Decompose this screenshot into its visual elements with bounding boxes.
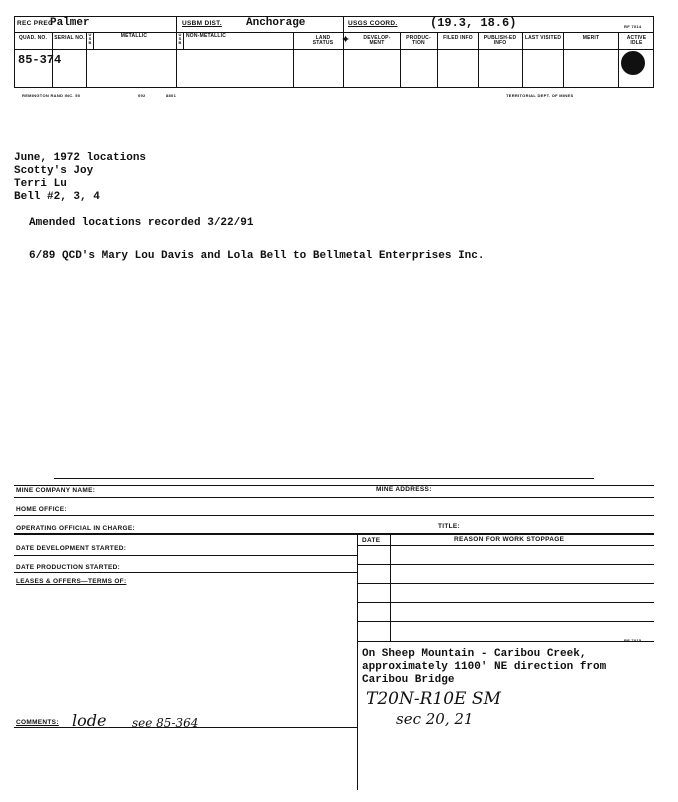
comments-hand-2: see 85-364 [132, 716, 199, 730]
printer-code-1: 092 [138, 93, 146, 98]
col-published-info: PUBLISH-ED INFO [483, 35, 517, 47]
col-serial-no: SERIAL NO. [54, 35, 85, 41]
col-land-status: LAND STATUS [312, 35, 334, 47]
note-line-1: June, 1972 locations [14, 152, 147, 164]
home-office-label: HOME OFFICE: [16, 506, 67, 513]
location-line-3: Caribou Bridge [362, 674, 455, 686]
comments-hand-1: lode [72, 711, 107, 730]
location-line-1: On Sheep Mountain - Caribou Creek, [362, 648, 587, 660]
col-development: DEVELOP-MENT [363, 35, 391, 47]
col-last-visited: LAST VISITED [524, 35, 562, 41]
usbm-dist-value: Anchorage [246, 17, 306, 29]
col-quad-no: QUAD. NO. [18, 35, 48, 41]
col-metallic: METALLIC [120, 33, 148, 39]
hand-location-2: sec 20, 21 [396, 710, 474, 728]
hand-location-1: T20N-R10E SM [366, 689, 501, 709]
leases-offers-label: LEASES & OFFERS—TERMS OF: [16, 578, 127, 585]
date-production-started-label: DATE PRODUCTION STARTED: [16, 564, 121, 571]
rec-prec-label: REC PREC [17, 20, 53, 27]
header-card [14, 14, 654, 90]
usgs-coord-label: USGS COORD. [348, 20, 398, 27]
form-number-2: RF 7015 [624, 638, 642, 643]
col-filed-info: FILED INFO [443, 35, 473, 41]
col-production: PRODUC-TION [406, 35, 431, 47]
location-line-2: approximately 1100' NE direction from [362, 661, 607, 673]
col-merit: MERIT [582, 35, 600, 41]
note-line-5: Amended locations recorded 3/22/91 [29, 217, 254, 229]
col-usb-nonmetallic: U S B [178, 32, 182, 46]
mine-company-name-label: MINE COMPANY NAME: [16, 487, 96, 494]
note-line-3: Terri Lu [14, 178, 67, 190]
col-nonmetallic: NON-METALLIC [186, 33, 227, 39]
operating-official-label: OPERATING OFFICIAL IN CHARGE: [16, 525, 135, 532]
printer-line: REMINGTON RAND INC. 50 [22, 93, 81, 98]
usbm-dist-label: USBM DIST. [182, 20, 222, 27]
note-line-2: Scotty's Joy [14, 165, 94, 177]
col-active-idle: ACTIVE IDLE [626, 35, 647, 47]
printer-code-2: 8801 [166, 93, 177, 98]
rec-prec-value: Palmer [50, 17, 90, 29]
date-development-started-label: DATE DEVELOPMENT STARTED: [16, 545, 127, 552]
col-usb-metallic: U S B [88, 32, 92, 46]
note-line-6: 6/89 QCD's Mary Lou Davis and Lola Bell to Bellmetal Enterprises Inc. [29, 250, 485, 262]
title-label: TITLE: [438, 523, 461, 530]
table-reason-header: REASON FOR WORK STOPPAGE [454, 536, 565, 543]
comments-label: COMMENTS: [16, 719, 59, 726]
land-status-arrow-icon: ✦ [341, 33, 351, 46]
lower-form [14, 470, 654, 790]
mine-address-label: MINE ADDRESS: [376, 486, 432, 493]
quad-value: 85-374 [18, 53, 62, 67]
active-idle-dot [621, 51, 645, 75]
usgs-coord-value: (19.3, 18.6) [430, 16, 517, 30]
table-date-header: DATE [362, 537, 381, 544]
territorial-label: TERRITORIAL DEPT. OF MINES [506, 93, 574, 98]
note-line-4: Bell #2, 3, 4 [14, 191, 100, 203]
form-number: RF 7014 [624, 24, 642, 29]
